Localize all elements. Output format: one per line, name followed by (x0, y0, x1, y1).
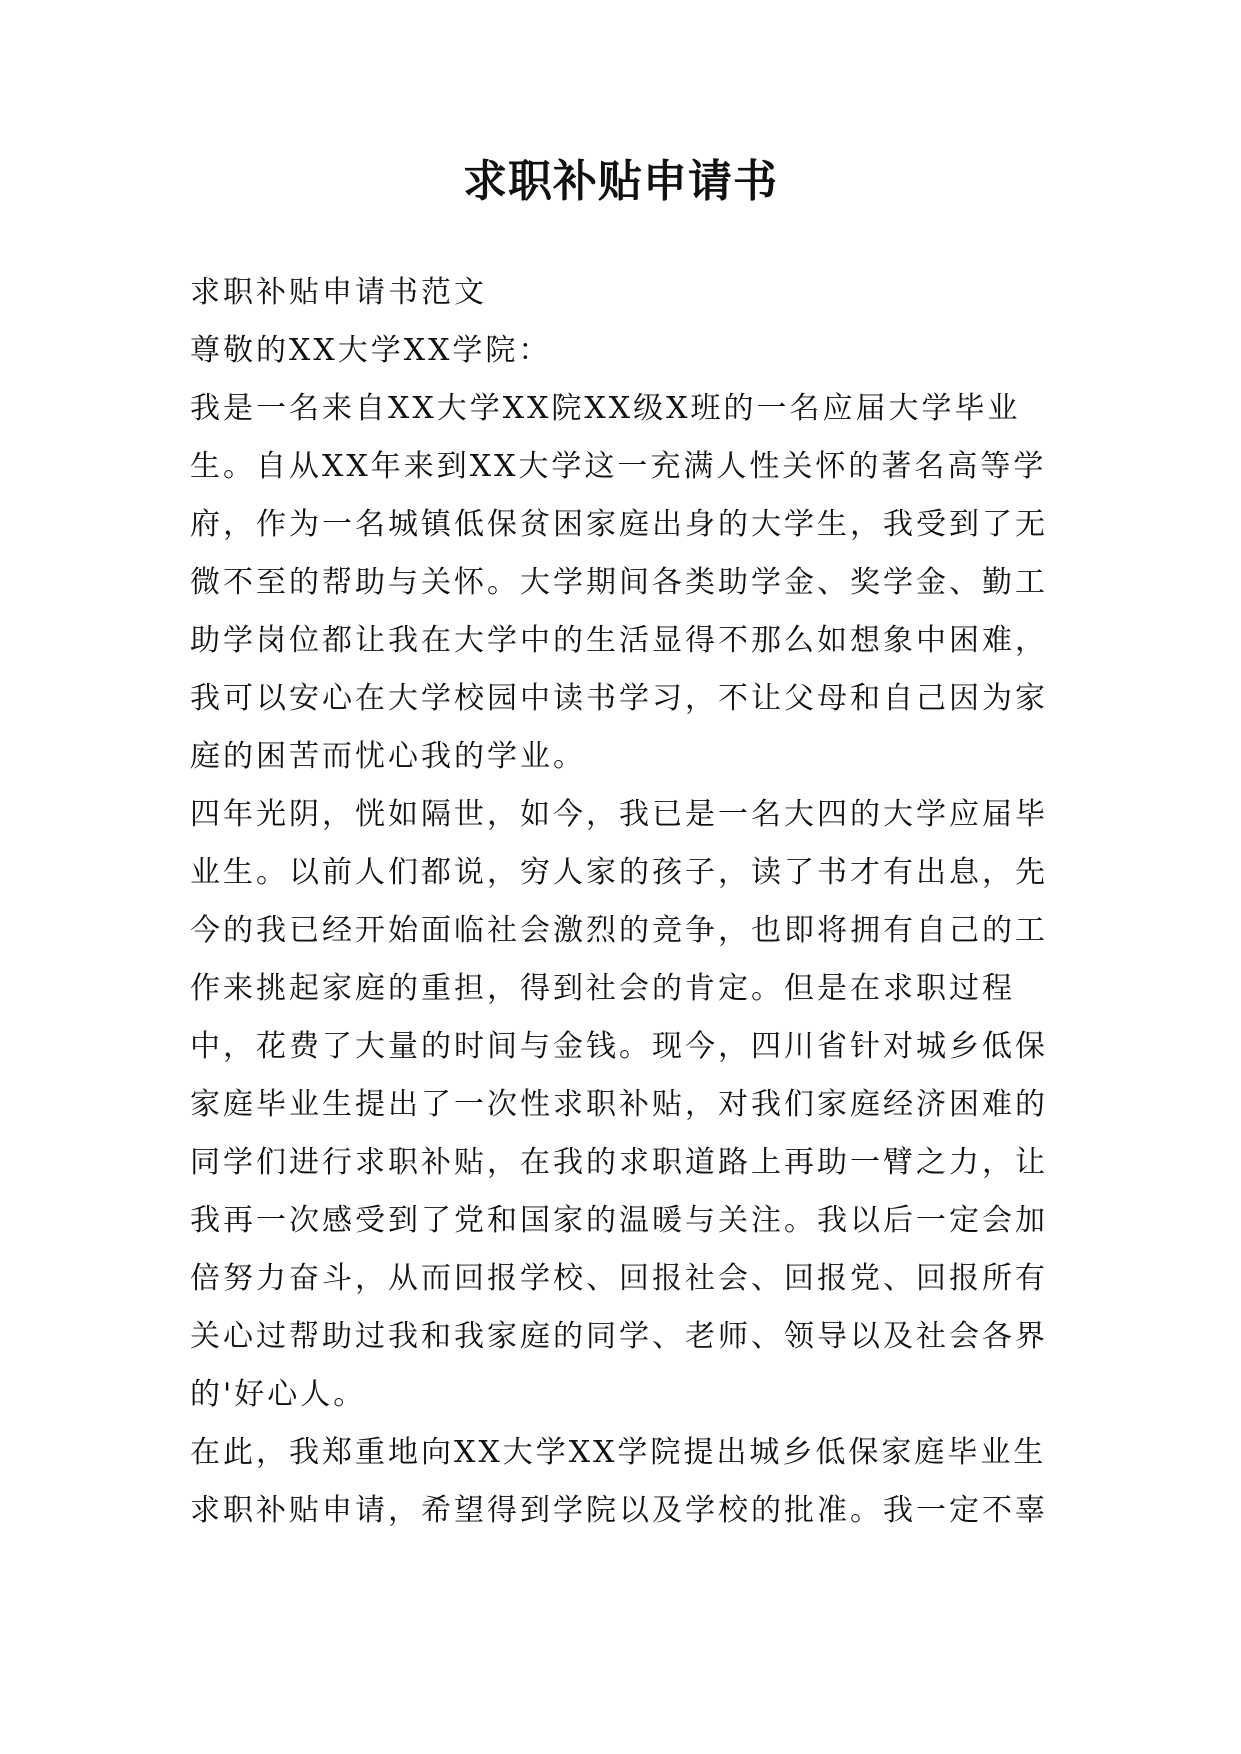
document-body (190, 264, 1052, 1540)
paragraph-body-3: 在此，我郑重地向XX大学XX学院提出城乡低保家庭毕业生求职补贴申请，希望得到学院以及学校的批准。我一定不辜 (190, 1435, 1048, 1528)
paragraph-body-2: 四年光阴，恍如隔世，如今，我已是一名大四的大学应届毕业生。以前人们都说，穷人家的孩子，读了书才有出息，先今的我已经开始面临社会激烈的竞争，也即将拥有自己的工作来挑起家庭的重担，得到社会的肯定。但是在求职过程中，花费了大量的时间与金钱。现今，四川省针对城乡低保家庭毕业生提出了一次性求职补贴，对我们家庭经济困难的同学们进行求职补贴，在我的求职道路上再助一臂之力，让我再一次感受到了党和国家的温暖与关注。我以后一定会加倍努力奋斗，从而回报学校、回报社会、回报党、回报所有关心过帮助过我和我家庭的同学、老师、领导以及社会各界的'好心人。 (190, 797, 1048, 1412)
paragraph-body-1: 我是一名来自XX大学XX院XX级X班的一名应届大学毕业生。自从XX年来到XX大学这一充满人性关怀的著名高等学府，作为一名城镇低保贫困家庭出身的大学生，我受到了无微不至的帮助与关怀。大学期间各类助学金、奖学金、勤工助学岗位都让我在大学中的生活显得不那么如想象中困难，我可以安心在大学校园中读书学习，不让父母和自己因为家庭的困苦而忧心我的学业。 (190, 391, 1048, 774)
paragraph-subtitle: 求职补贴申请书范文 (190, 275, 487, 310)
document-title: 求职补贴申请书 (463, 156, 778, 207)
paragraph-salutation: 尊敬的XX大学XX学院： (190, 333, 552, 368)
